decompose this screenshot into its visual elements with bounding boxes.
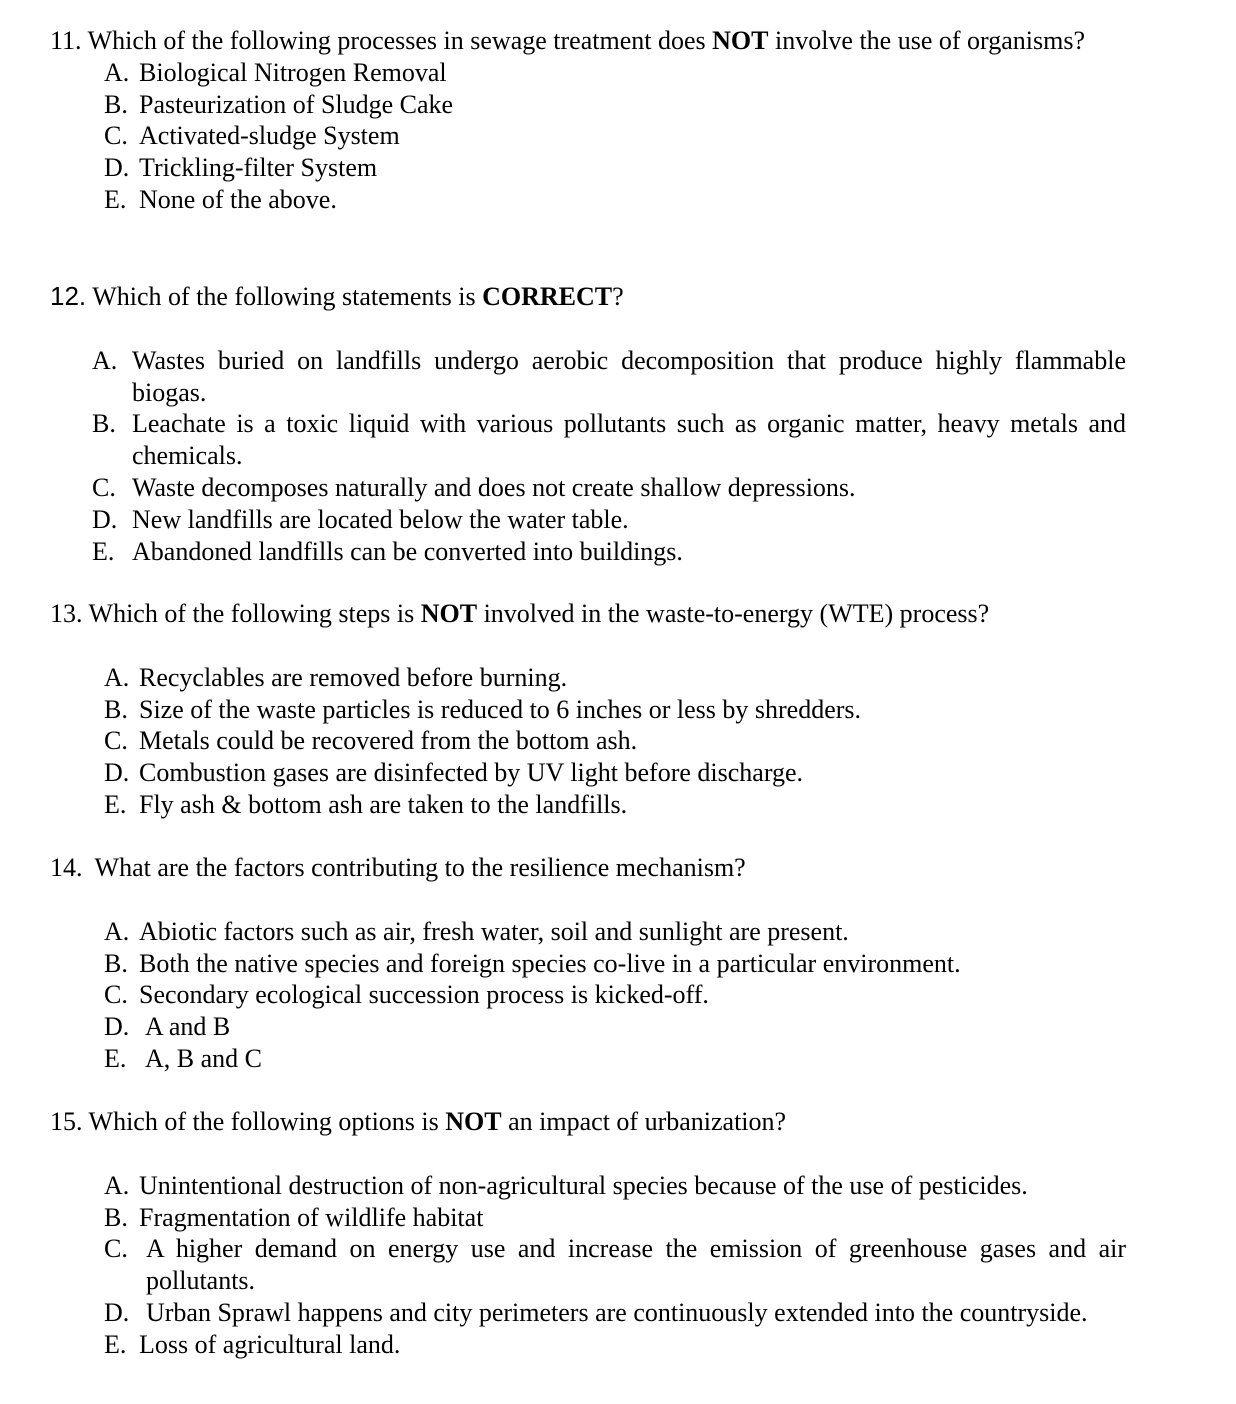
option-text: Unintentional destruction of non-agricultural species because of the use of pesticides. bbox=[139, 1170, 1028, 1200]
option-letter: C. bbox=[104, 726, 128, 756]
option-text: A, B and C bbox=[145, 1043, 262, 1073]
option-d bbox=[92, 504, 1126, 536]
option-c bbox=[104, 725, 1236, 757]
option-letter: C. bbox=[104, 121, 128, 151]
option-text: Fragmentation of wildlife habitat bbox=[139, 1202, 484, 1232]
option-d bbox=[104, 152, 1236, 184]
option-a bbox=[104, 916, 1236, 948]
option-b bbox=[92, 408, 1126, 472]
option-text: Fly ash & bottom ash are taken to the landfills. bbox=[139, 789, 628, 819]
option-text: A and B bbox=[145, 1012, 231, 1042]
option-text: A higher demand on energy use and increase the emission of greenhouse gases and air pollutants. bbox=[146, 1234, 1126, 1296]
stem-emphasis: NOT bbox=[712, 26, 769, 55]
question-11 bbox=[0, 25, 1236, 216]
option-d bbox=[104, 1297, 1126, 1329]
option-b bbox=[104, 89, 1236, 121]
option-text: Pasteurization of Sludge Cake bbox=[139, 89, 454, 119]
question-number: 12. bbox=[50, 281, 87, 311]
option-c bbox=[104, 1233, 1126, 1297]
option-letter: E. bbox=[92, 536, 115, 566]
stem-emphasis: NOT bbox=[420, 599, 478, 628]
option-text: Activated-sludge System bbox=[139, 121, 400, 151]
option-b bbox=[104, 694, 1236, 726]
stem-text: Which of the following steps is bbox=[88, 599, 415, 628]
option-letter: D. bbox=[104, 153, 130, 183]
option-letter: B. bbox=[104, 948, 128, 978]
option-letter: D. bbox=[104, 758, 130, 788]
option-text: New landfills are located below the water table. bbox=[132, 504, 629, 534]
option-e bbox=[104, 1043, 1236, 1075]
option-a bbox=[104, 662, 1236, 694]
option-text: Metals could be recovered from the bottom ash. bbox=[139, 726, 638, 756]
option-c bbox=[104, 979, 1236, 1011]
stem-emphasis: NOT bbox=[445, 1107, 502, 1136]
question-13 bbox=[0, 598, 1236, 821]
stem-text: What are the factors contributing to the resilience mechanism? bbox=[94, 853, 746, 882]
stem-text: Which of the following statements is bbox=[92, 282, 476, 311]
option-letter: D. bbox=[104, 1012, 130, 1042]
stem-text-end: involve the use of organisms? bbox=[774, 26, 1085, 55]
stem-text-end: involved in the waste-to-energy (WTE) process? bbox=[483, 599, 990, 628]
option-letter: E. bbox=[104, 184, 127, 214]
option-d bbox=[104, 1011, 1236, 1043]
option-d bbox=[104, 757, 1236, 789]
option-letter: A. bbox=[104, 662, 130, 692]
option-text: Waste decomposes naturally and does not create shallow depressions. bbox=[132, 472, 856, 502]
option-a bbox=[92, 345, 1126, 409]
option-letter: E. bbox=[104, 1329, 127, 1359]
stem-text: Which of the following options is bbox=[88, 1107, 439, 1136]
option-a bbox=[104, 1170, 1126, 1202]
option-letter: B. bbox=[104, 1202, 128, 1232]
question-stem bbox=[0, 1106, 1150, 1138]
options-list bbox=[0, 1170, 1126, 1361]
question-12 bbox=[0, 281, 1236, 567]
option-text: Leachate is a toxic liquid with various pollutants such as organic matter, heavy metals and chemicals. bbox=[132, 409, 1126, 471]
option-letter: C. bbox=[104, 1234, 128, 1264]
options-list bbox=[0, 916, 1236, 1075]
option-text: Trickling-filter System bbox=[139, 153, 378, 183]
question-number: 13. bbox=[50, 599, 83, 628]
stem-text-end: an impact of urbanization? bbox=[508, 1107, 787, 1136]
question-stem bbox=[0, 598, 1150, 630]
question-stem bbox=[0, 25, 1126, 57]
question-stem bbox=[0, 852, 1150, 884]
option-text: Size of the waste particles is reduced to 6 inches or less by shredders. bbox=[139, 694, 862, 724]
option-text: Wastes buried on landfills undergo aerobic decomposition that produce highly flammable biogas. bbox=[132, 345, 1126, 407]
option-text: Recyclables are removed before burning. bbox=[139, 662, 568, 692]
options-list bbox=[0, 57, 1236, 216]
option-letter: A. bbox=[92, 345, 118, 375]
option-text: Combustion gases are disinfected by UV light before discharge. bbox=[139, 758, 804, 788]
option-letter: A. bbox=[104, 916, 130, 946]
option-letter: E. bbox=[104, 789, 127, 819]
question-number: 11. bbox=[50, 26, 82, 55]
option-letter: B. bbox=[104, 694, 128, 724]
option-c bbox=[104, 120, 1236, 152]
option-letter: C. bbox=[92, 472, 116, 502]
option-letter: B. bbox=[104, 89, 128, 119]
option-letter: C. bbox=[104, 980, 128, 1010]
stem-text-end: ? bbox=[612, 282, 624, 311]
options-list bbox=[0, 662, 1236, 821]
option-letter: A. bbox=[104, 1170, 130, 1200]
question-15 bbox=[0, 1106, 1236, 1361]
option-letter: D. bbox=[104, 1297, 130, 1327]
option-letter: D. bbox=[92, 504, 118, 534]
question-stem bbox=[0, 281, 1120, 313]
option-c bbox=[92, 472, 1126, 504]
option-text: Both the native species and foreign species co-live in a particular environment. bbox=[139, 948, 961, 978]
option-e bbox=[104, 1329, 1126, 1361]
option-e bbox=[104, 789, 1236, 821]
option-text: Secondary ecological succession process is kicked-off. bbox=[139, 980, 709, 1010]
question-number: 15. bbox=[50, 1107, 83, 1136]
option-text: Loss of agricultural land. bbox=[139, 1329, 401, 1359]
option-text: Urban Sprawl happens and city perimeters are continuously extended into the countryside. bbox=[146, 1297, 1088, 1327]
stem-emphasis: CORRECT bbox=[482, 282, 613, 311]
options-list bbox=[0, 345, 1126, 568]
option-letter: A. bbox=[104, 57, 130, 87]
option-letter: E. bbox=[104, 1043, 127, 1073]
question-14 bbox=[0, 852, 1236, 1075]
option-b bbox=[104, 1202, 1126, 1234]
option-text: Abiotic factors such as air, fresh water, soil and sunlight are present. bbox=[139, 916, 849, 946]
stem-text: Which of the following processes in sewage treatment does bbox=[87, 26, 706, 55]
option-e bbox=[104, 184, 1236, 216]
option-text: Biological Nitrogen Removal bbox=[139, 57, 447, 87]
option-a bbox=[104, 57, 1236, 89]
option-e bbox=[92, 536, 1126, 568]
option-text: Abandoned landfills can be converted into buildings. bbox=[132, 536, 683, 566]
option-b bbox=[104, 948, 1236, 980]
option-text: None of the above. bbox=[139, 184, 337, 214]
option-letter: B. bbox=[92, 409, 116, 439]
question-number: 14. bbox=[50, 853, 83, 882]
